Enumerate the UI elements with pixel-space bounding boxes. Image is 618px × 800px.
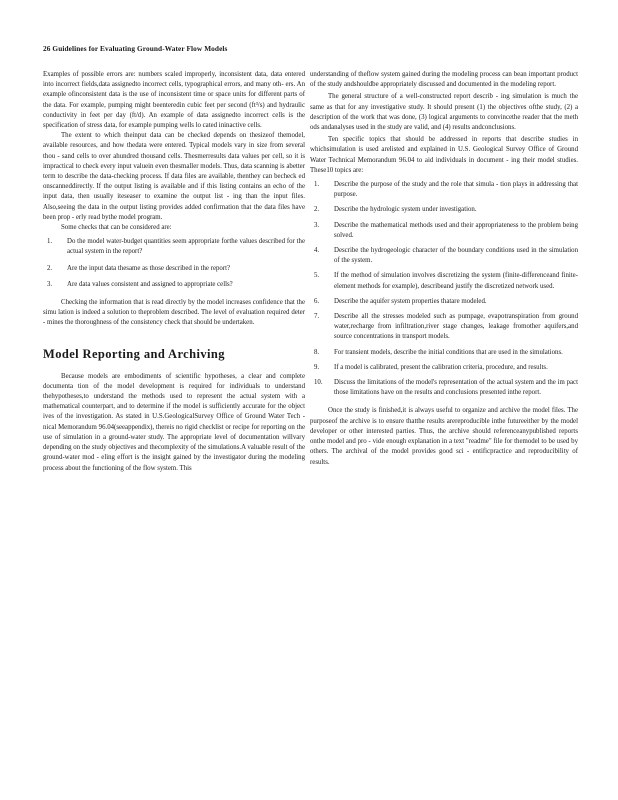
list-item: 9. If a model is calibrated, present the calibration criteria, procedure, and results. xyxy=(314,363,548,371)
paragraph-structure: The general structure of a well-constructed report describ - ing simulation is much the same as that for any investigative study. It should present (1) the objectives ofthe study, (2) a description of the work that was done, (3) logical arguments to convincethe reader that the meth ods andanalyses used in the study are valid, and (4) results andconclusions. xyxy=(310,93,578,132)
paragraph-archive: Once the study is finished,it is always useful to organize and archive the model files. The purposeof the archive is to ensure thatthe results arereproducible inthe futureeither by the model developer or other interested parties. Thus, the archive should referenceanypublished reports onthe model and pro - vide enough explanation in a text "readme" file for themodel to be used by others. The archival of the model provides good sci - entificpractice and reproducibility of results. xyxy=(310,407,578,466)
checks-list xyxy=(43,237,305,290)
left-column xyxy=(43,70,305,474)
list-item: 3. Describe the mathematical methods used and their appropriateness to the problem being solved. xyxy=(314,221,578,239)
right-column xyxy=(310,70,578,468)
paragraph-understanding: understanding of theflow system gained during the modeling process can bean important product of the study andshouldbe appropriately discussed and documented in the modeling report. xyxy=(310,71,578,89)
paragraph-checks-intro: Some checks that can be considered are: xyxy=(61,224,172,232)
paragraph-reporting: Because models are embodiments of scientific hypotheses, a clear and complete documenta tion of the model development is required for individuals to understand thehypotheses,to understand the methods used to represent the actual system with a mathematical counterpart, and to determine if the model is sufficiently accurate for the object ives of the investigation. As stated in U.S.GeologicalSurvey Office of Ground Water Tech - nical Memorandum 96.04(seeappendix), thereis no rigid checklist or recipe for reporting on the use of simulation in a ground-water study. The appropriate level of documentation willvary depending on the study objectives and thecomplexity of the simulations.A valuable result of the ground-water mod - eling effort is the insight gained by the investigator during the modeling process about the functioning of the flow system. This xyxy=(43,372,305,472)
paragraph-topics-intro: Ten specific topics that should be addressed in reports that describe studies in whichsimulation is used arelisted and explained in U.S. Geological Survey Office of Ground Water Technical Memorandum 96.04 to aid individuals in document - ing their model studies. These10 topics are: xyxy=(310,136,578,174)
list-item: 8. For transient models, describe the initial conditions that are used in the simulations. xyxy=(314,348,563,356)
list-item: 7. Describe all the stresses modeled such as pumpage, evapotranspiration from ground water,recharge from infiltration,river stage changes, leakage fromother aquifers,and source concentrations in transport models. xyxy=(314,313,578,341)
list-item: 1. Describe the purpose of the study and the role that simula - tion plays in addressing that purpose. xyxy=(314,181,578,199)
list-item: 2. Describe the hydrologic system under investigation. xyxy=(314,206,477,214)
paragraph-data-checking: The extent to which theinput data can be checked depends on thesizeof themodel, available resources, and how thedata were entered. Typical models vary in size from several thou - sand cells to over ahundred thousand cells. Thesmerresults data values per cell, so it is impractical to check every input valuein even thesmaller models. Thus, data scanning is abetter term to describe the data-checking process. If data files are available, thenthey can becheck ed onscanneddirectly. If the output listing is available and if this listing contains an echo of the input data, then usually iteseaser to examine the output list - ing than the input files. Also,seeing the data in the output listing provides added confirmation that the data files have been prop - erly read bythe model program. xyxy=(43,132,305,221)
list-item: 3. Are data values consistent and assigned to appropriate cells? xyxy=(47,280,233,288)
topics-list xyxy=(310,180,578,398)
list-item: 6. Describe the aquifer system properties thatare modeled. xyxy=(314,297,487,305)
list-item: 5. If the method of simulation involves discretizing the system (finite-differenceand finite-element methods for example), describeand justify the discretized network used. xyxy=(314,272,578,290)
paragraph-checking-info: Checking the information that is read directly by the model increases confidence that the simu lation is indeed a solution to theproblem described. The level of evaluation required deter - mines the thoroughness of the consistency check that should be undertaken. xyxy=(43,299,305,327)
list-item: 1. Do the model water-budget quantities seem appropriate forthe values described for the actual system in the report? xyxy=(47,238,305,256)
section-heading: Model Reporting and Archiving xyxy=(43,346,225,361)
list-item: 10. Discuss the limitations of the model's representation of the actual system and the im pact those limitations have on the results and conclusions presented inthe report. xyxy=(314,379,578,397)
list-item: 2. Are the input data thesame as those described in the report? xyxy=(47,264,231,272)
paragraph-errors: Examples of possible errors are: numbers scaled improperly, inconsistent data, data entered into incorrect fields,data assignedto incorrect cells, typographical errors, and many oth- ers. An example ofinconsistent data is the use of inconsistent time or space units for different parts of the data. For example, pumping might beenteredin cubic feet per second (ft³/s) and hydraulic conductivity in feet per day (ft/d). An example of data assignedto incorrect cells is the specification of stress data, for example pumping wells lo cated ininactive cells. xyxy=(43,71,305,130)
page-header: 26 Guidelines for Evaluating Ground-Water Flow Models xyxy=(43,44,228,53)
list-item: 4. Describe the hydrogeologic character of the boundary conditions used in the simulation of the system. xyxy=(314,247,578,265)
